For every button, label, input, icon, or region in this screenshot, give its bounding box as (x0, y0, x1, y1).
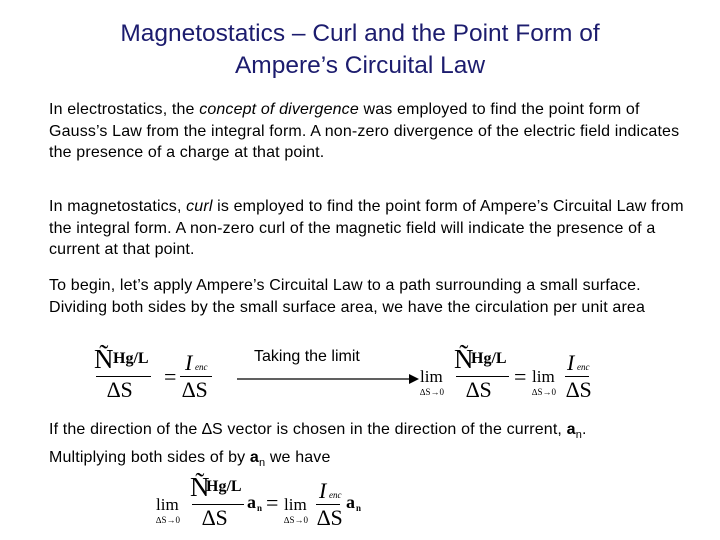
para4-line2-pre: Multiplying both sides of by (49, 448, 250, 466)
current-symbol-3: I (319, 478, 327, 503)
denominator-delta-s-right-2: ∆S (566, 377, 592, 402)
para2-pre: In magnetostatics, (49, 198, 187, 215)
lim-sub-3-right: ∆S→0 (284, 515, 309, 525)
arrow-icon (233, 367, 423, 391)
denominator-delta-s-right: ∆S (182, 377, 208, 402)
equals-sign-2: = (514, 364, 527, 389)
right-arrow (233, 367, 423, 391)
denominator-delta-s-3: ∆S (202, 505, 228, 530)
contour-integral-glyph: Ñ (94, 344, 114, 374)
unit-vector-a-eq-left: a (247, 492, 256, 512)
enc-subscript-3: enc (329, 490, 342, 500)
denominator-delta-s-3-right: ∆S (317, 505, 343, 530)
unit-vector-n: n (575, 429, 582, 442)
unit-vector-n-eq-left: n (257, 503, 263, 513)
enc-subscript-2: enc (577, 362, 590, 372)
para4-mid: S vector is chosen in the direction of the current, (211, 421, 567, 438)
unit-vector-n-2: n (258, 456, 266, 469)
lim-3-right: lim (284, 495, 307, 514)
equals-sign-3: = (266, 490, 279, 515)
equation-circulation-per-area (92, 342, 252, 404)
paragraph-direction (49, 419, 689, 474)
equals-sign: = (164, 364, 177, 389)
para4-pre: If the direction of the (49, 421, 203, 438)
lim-sub-left: ∆S→0 (420, 387, 445, 397)
integrand-text-3: Hg/L (206, 478, 242, 495)
integrand-text: Hg/L (113, 350, 149, 367)
delta-symbol: ∆ (202, 421, 212, 438)
para2-post: is employed to find the point form of Ampere’s Circuital Law from the integral form. A non-zero curl of the magnetic field will indicate the presence of a current at that point. (49, 198, 684, 258)
title-line-1: Magnetostatics – Curl and the Point Form of (120, 20, 600, 47)
denominator-delta-s-2: ∆S (466, 377, 492, 402)
enc-subscript: enc (195, 362, 208, 372)
para4-line-1 (49, 419, 689, 447)
para2-emphasis: curl (186, 198, 213, 215)
taking-limit-label: Taking the limit (254, 348, 360, 365)
para4-period: . (581, 421, 587, 438)
lim-3-left: lim (156, 495, 179, 514)
equation-point-form (156, 470, 376, 532)
unit-vector-a: a (566, 421, 576, 438)
paragraph-magnetostatics (49, 196, 689, 261)
current-symbol: I (185, 350, 193, 375)
paragraph-electrostatics (49, 99, 689, 164)
paragraph-begin: To begin, let’s apply Ampere’s Circuital Law to a path surrounding a small surface. Dividing both sides by the small surface area, we have the circulation per unit area (49, 277, 646, 316)
unit-vector-a-2: a (249, 448, 259, 466)
equation-limit-form (420, 342, 600, 404)
integrand-text-2: Hg/L (471, 350, 507, 367)
lim-sub-right: ∆S→0 (532, 387, 557, 397)
denominator-delta-s: ∆S (107, 377, 133, 402)
current-symbol-2: I (567, 350, 575, 375)
unit-vector-a-eq-right: a (346, 492, 355, 512)
lim-left: lim (420, 367, 443, 386)
lim-right: lim (532, 367, 555, 386)
contour-integral-glyph-2: Ñ (454, 344, 474, 374)
para1-post: was employed to find the point form of Gauss’s Law from the integral form. A non-zero divergence of the electric field indicates the presence of a charge at that point. (49, 101, 680, 161)
para1-emphasis: concept of divergence (199, 101, 359, 118)
unit-vector-n-eq-right: n (356, 503, 362, 513)
para1-pre: In electrostatics, the (49, 101, 200, 118)
para4-line2-post: we have (265, 448, 331, 466)
lim-sub-3-left: ∆S→0 (156, 515, 181, 525)
title-line-2: Ampere’s Circuital Law (234, 52, 486, 79)
contour-integral-glyph-3: Ñ (190, 472, 210, 502)
slide-title (20, 18, 700, 82)
